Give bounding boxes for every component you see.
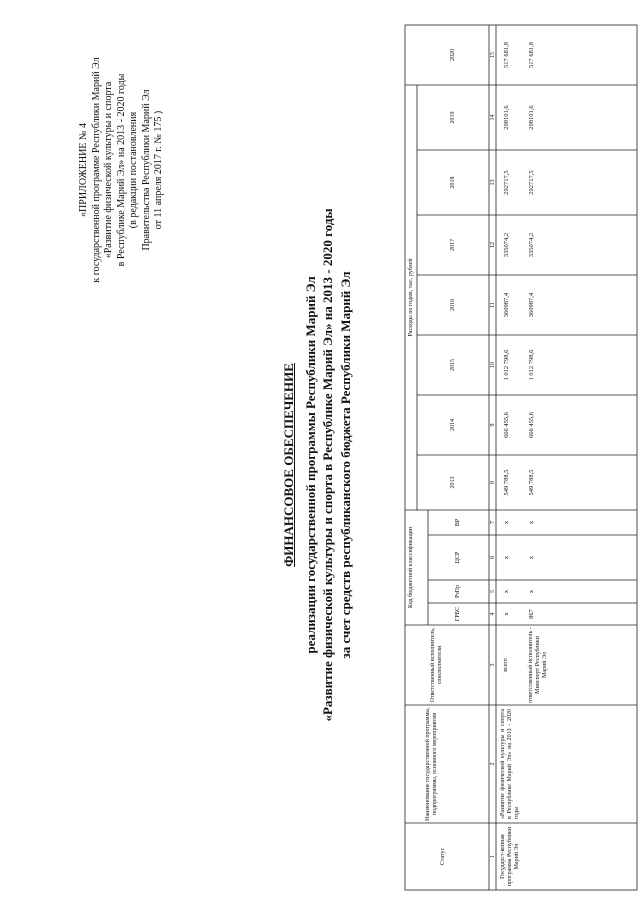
header-name: Наименование государственной программы, подпрограммы, основного мероприятия (425, 707, 439, 821)
column-number: 2 (490, 762, 496, 766)
column-number: 1 (490, 855, 496, 858)
row-rzpr: х (528, 589, 535, 594)
header-year: 2013 (450, 476, 456, 489)
column-number: 13 (490, 179, 496, 186)
header-year: 2016 (450, 299, 456, 311)
title-line4: за счет средств республиканского бюджета Республики Марий Эл (337, 271, 353, 659)
header-year: 2020 (450, 49, 456, 61)
header-executor: Ответственный исполнитель, соисполнители (430, 627, 444, 703)
row-grbs: х (503, 612, 510, 616)
row-value-2020: 517 681,8 (503, 42, 510, 68)
column-number: 3 (490, 663, 496, 667)
header-vr: ВР (455, 518, 461, 527)
header-csr: ЦСР (455, 551, 461, 564)
column-number: 12 (490, 242, 496, 248)
row-value-2016: 360987,4 (503, 292, 510, 318)
row-value-2015: 1 012 798,6 (528, 349, 535, 381)
header-year: 2017 (450, 239, 456, 251)
column-number: 8 (490, 481, 496, 484)
row-value-2018: 292717,5 (503, 170, 510, 195)
row-value-2016: 360987,4 (528, 292, 535, 318)
header-year: 2015 (450, 359, 456, 371)
row-value-2013: 549 788,5 (528, 469, 535, 496)
column-number: 5 (490, 590, 496, 593)
row-executor: ответственный исполнитель - Минспорт Республики Марий Эл (528, 627, 549, 703)
column-number: 10 (490, 362, 496, 368)
header-expenses: Расходы по годам, тыс. рублей (408, 258, 414, 337)
title-line3: «Развитие физической культуры и спорта в Республике Марий Эл» на 2013 - 2020 годы (320, 208, 336, 722)
header-year: 2018 (450, 176, 456, 189)
column-number: 15 (490, 52, 496, 58)
row-vr: х (503, 520, 510, 525)
row-executor: всего (503, 658, 509, 672)
title-line2: реализации государственной программы Республики Марий Эл (302, 276, 318, 654)
row-value-2013: 549 788,5 (503, 469, 510, 496)
column-number: 7 (490, 521, 496, 524)
row-rzpr: х (503, 589, 510, 594)
title-main: ФИНАНСОВОЕ ОБЕСПЕЧЕНИЕ (281, 363, 296, 567)
row-value-2014: 666 455,6 (503, 412, 510, 438)
header-grbs: ГРБС (455, 606, 461, 622)
appendix-ref: к государственной программе Республики Марий Эл (90, 57, 102, 283)
row-value-2015: 1 012 798,6 (503, 349, 510, 381)
status-cell: Государст-венная программа Республики Марий Эл (500, 826, 521, 887)
row-value-2019: 298101,6 (528, 105, 535, 130)
column-number: 4 (490, 612, 496, 616)
header-rzpr: РзПр (455, 584, 461, 599)
column-number: 9 (490, 423, 496, 427)
row-value-2019: 298101,6 (503, 105, 510, 130)
row-value-2018: 292717,5 (528, 170, 535, 195)
appendix-government: Правительства Республики Марий Эл (140, 89, 152, 251)
row-vr: х (528, 520, 535, 525)
appendix-date: от 11 апреля 2017 г. № 175 ) (153, 110, 164, 230)
header-budget-classification: Код бюджетной классификации (408, 527, 414, 608)
row-csr: х (528, 555, 535, 560)
appendix-program: «Развитие физической культуры и спорта (103, 81, 114, 259)
appendix-program-period: в Республике Марий Эл» на 2013 - 2020 годы (115, 73, 127, 267)
header-status: Статус (440, 847, 446, 866)
row-value-2020: 517 681,8 (528, 42, 535, 68)
header-year: 2014 (450, 419, 456, 431)
appendix-edition: (в редакции постановления (128, 111, 139, 229)
header-year: 2019 (450, 111, 456, 124)
appendix-number: «ПРИЛОЖЕНИЕ № 4 (78, 123, 89, 217)
column-number: 14 (490, 114, 496, 121)
row-csr: х (503, 555, 510, 560)
program-name-cell: «Развитие физической культуры и спорта в Республике Марий Эл» на 2013 - 2020 годы (500, 709, 521, 819)
row-grbs: 867 (528, 609, 535, 619)
column-number: 11 (490, 302, 496, 308)
row-value-2014: 666 455,6 (528, 412, 535, 438)
row-value-2017: 335074,2 (528, 232, 535, 258)
column-number: 6 (490, 556, 496, 559)
row-value-2017: 335074,2 (503, 232, 510, 258)
